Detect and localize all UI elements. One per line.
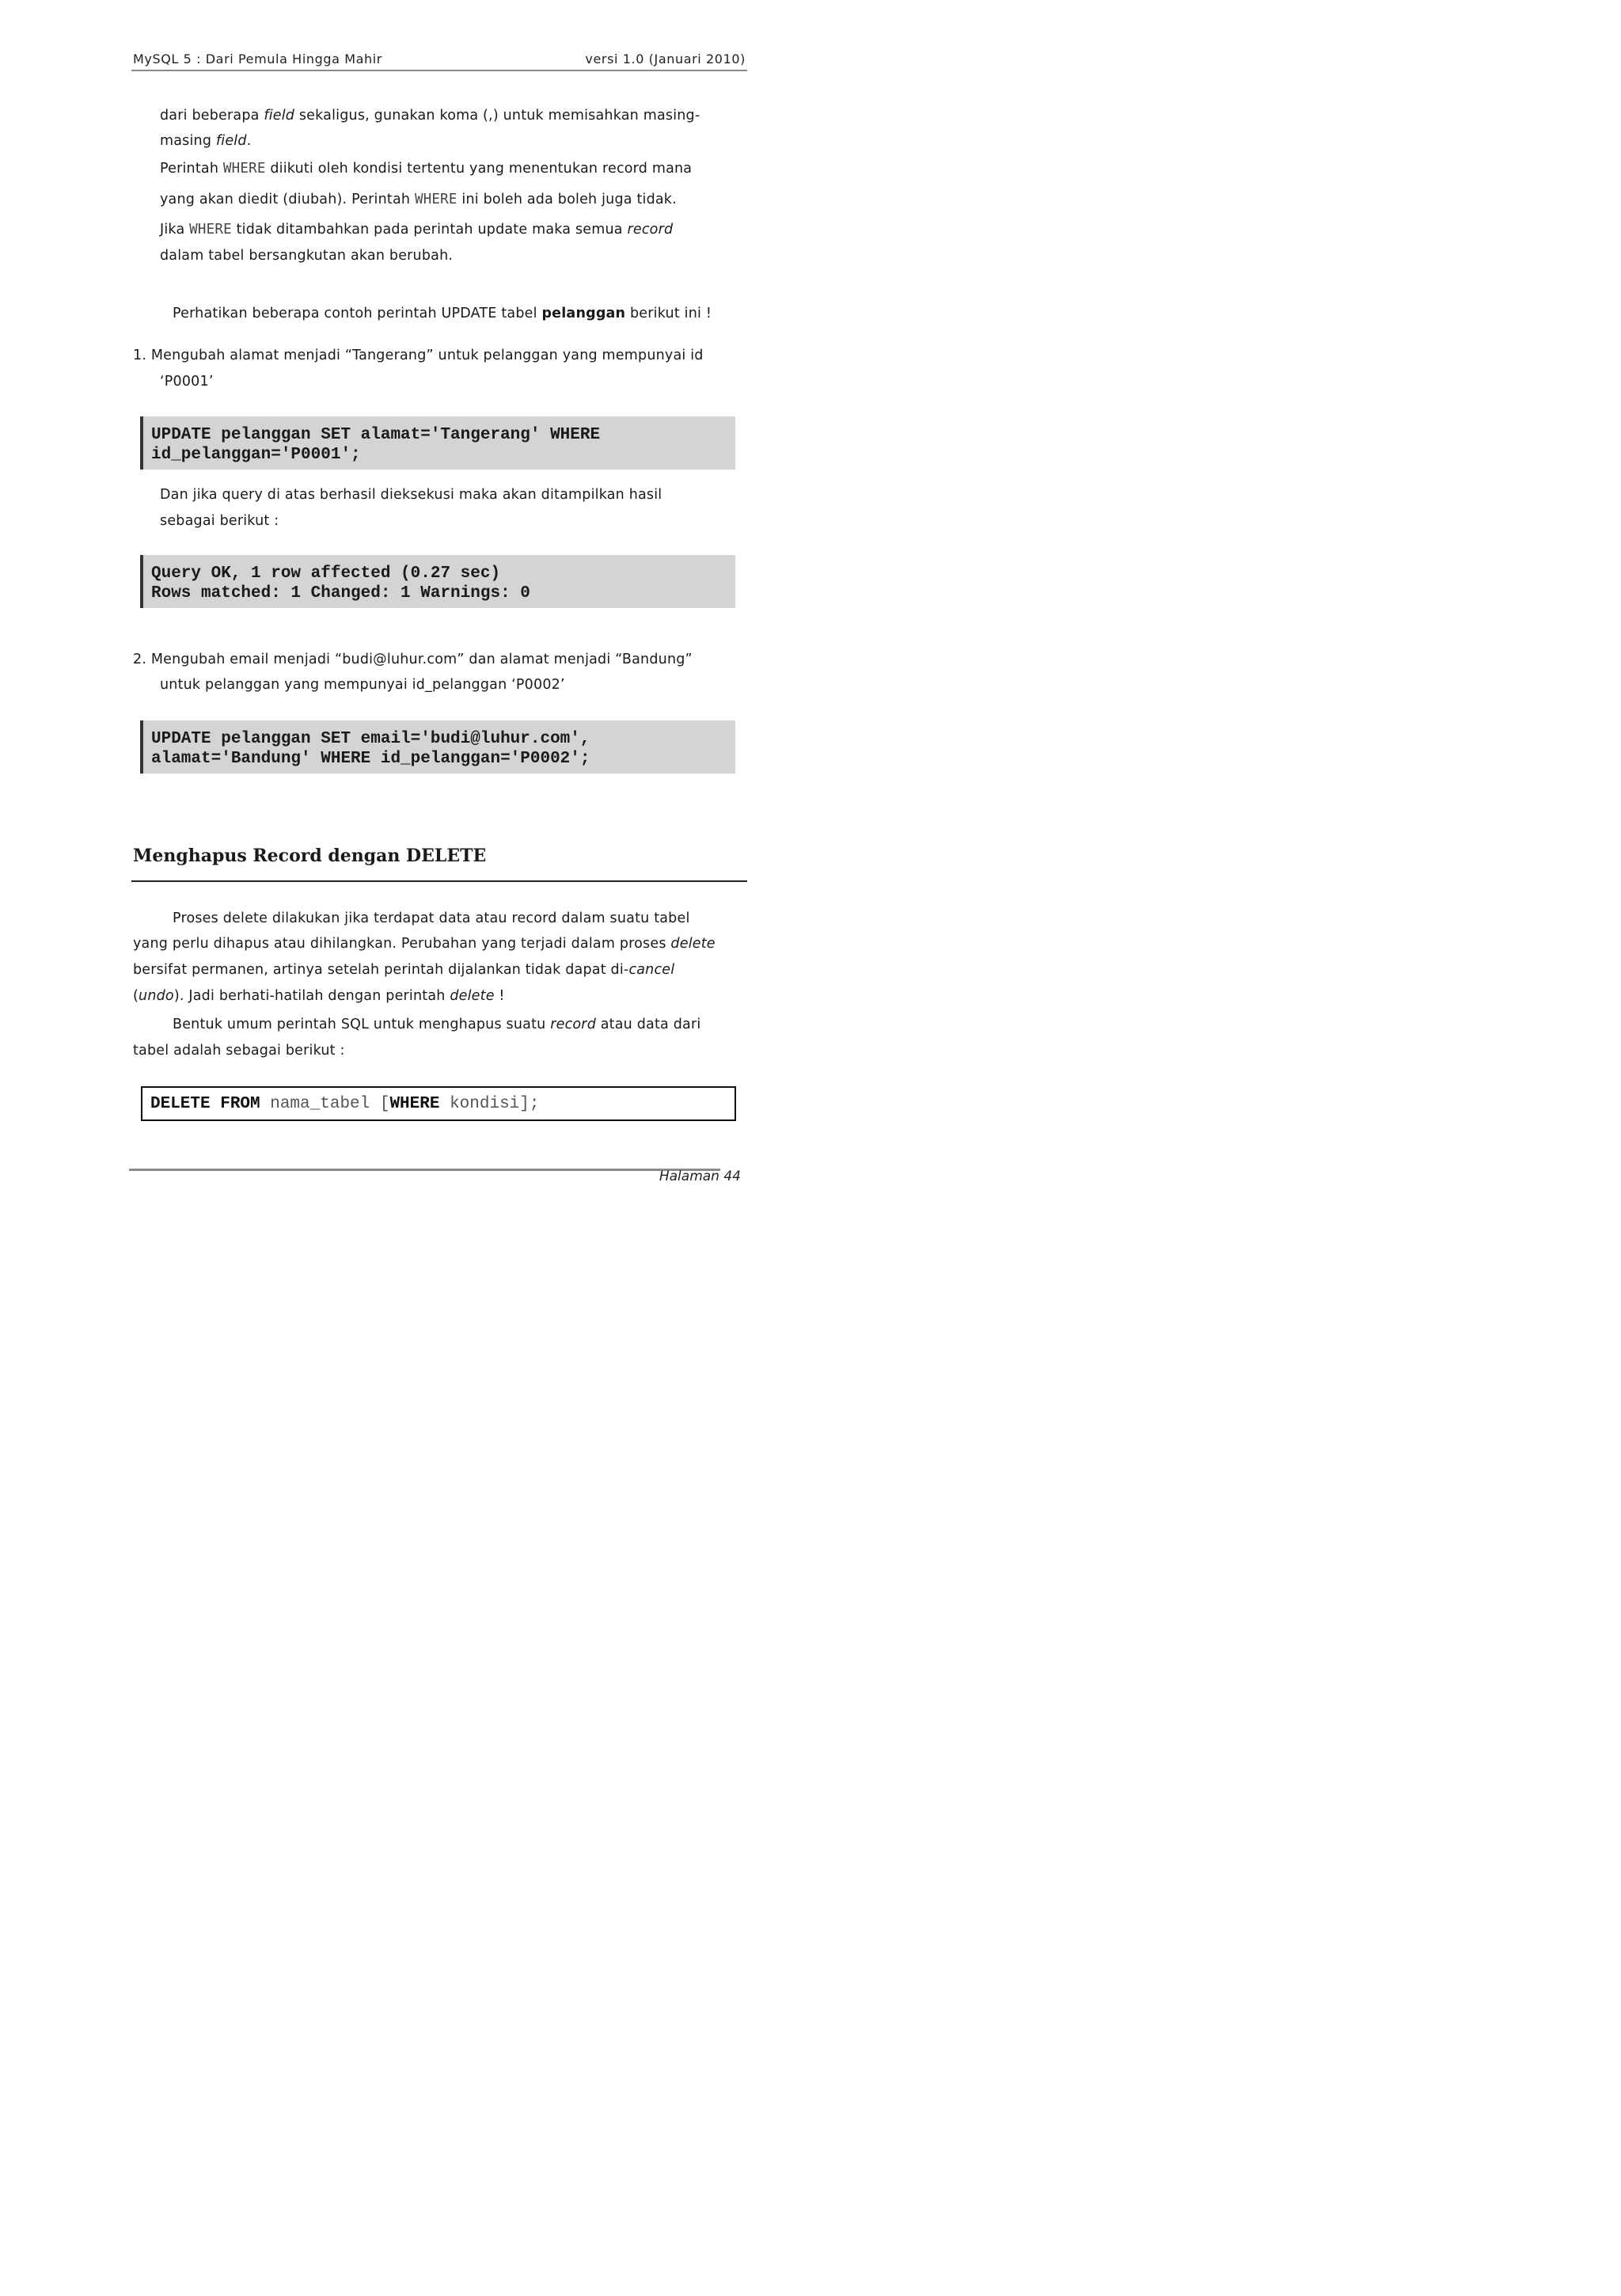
code-block-result: Query OK, 1 row affected (0.27 sec) Rows matched: 1 Changed: 1 Warnings: 0 — [140, 555, 735, 608]
footer-divider — [129, 1169, 720, 1171]
syntax-para-line-1: Bentuk umum perintah SQL untuk menghapus suatu record atau data dari — [173, 1017, 701, 1032]
where-line-1: Perintah WHERE diikuti oleh kondisi tertentu yang menentukan record mana — [160, 161, 693, 177]
delete-para-line-2: yang perlu dihapus atau dihilangkan. Perubahan yang terjadi dalam proses delete — [133, 936, 716, 952]
item-2-line-2: untuk pelanggan yang mempunyai id_pelanggan ‘P0002’ — [160, 677, 565, 693]
intro-line-2: masing field. — [160, 133, 252, 149]
header-title: MySQL 5 : Dari Pemula Hingga Mahir — [133, 51, 382, 67]
delete-syntax-box: DELETE FROM nama_tabel [WHERE kondisi]; — [141, 1086, 736, 1121]
section-title: Menghapus Record dengan DELETE — [133, 846, 487, 866]
where-line-3: Jika WHERE tidak ditambahkan pada perintah update maka semua record — [160, 222, 674, 238]
delete-para-line-1: Proses delete dilakukan jika terdapat data atau record dalam suatu tabel — [173, 910, 690, 926]
item-1-after-1: Dan jika query di atas berhasil dieksekusi maka akan ditampilkan hasil — [160, 487, 662, 503]
where-line-4: dalam tabel bersangkutan akan berubah. — [160, 248, 454, 264]
item-1-line-1: 1. Mengubah alamat menjadi “Tangerang” untuk pelanggan yang mempunyai id — [133, 348, 704, 363]
code-block-update-1: UPDATE pelanggan SET alamat='Tangerang' WHERE id_pelanggan='P0001'; — [140, 416, 735, 469]
header-version: versi 1.0 (Januari 2010) — [585, 51, 746, 67]
page-number: Halaman 44 — [659, 1169, 741, 1184]
delete-para-line-3: bersifat permanen, artinya setelah perintah dijalankan tidak dapat di-cancel — [133, 962, 675, 978]
where-keyword: WHERE — [414, 192, 457, 207]
code-block-update-2: UPDATE pelanggan SET email='budi@luhur.com', alamat='Bandung' WHERE id_pelanggan='P0002'; — [140, 720, 735, 774]
item-1-line-2: ‘P0001’ — [160, 374, 214, 390]
item-2-line-1: 2. Mengubah email menjadi “budi@luhur.com” dan alamat menjadi “Bandung” — [133, 652, 693, 667]
header-divider — [131, 70, 747, 71]
perhatikan-line: Perhatikan beberapa contoh perintah UPDATE tabel pelanggan berikut ini ! — [173, 306, 712, 321]
where-keyword: WHERE — [222, 161, 266, 177]
where-keyword: WHERE — [189, 222, 232, 238]
item-1-after-2: sebagai berikut : — [160, 513, 279, 529]
delete-para-line-4: (undo). Jadi berhati-hatilah dengan perintah delete ! — [133, 988, 505, 1004]
section-divider — [131, 880, 747, 882]
syntax-para-line-2: tabel adalah sebagai berikut : — [133, 1043, 345, 1059]
intro-line-1: dari beberapa field sekaligus, gunakan koma (,) untuk memisahkan masing- — [160, 108, 700, 124]
where-line-2: yang akan diedit (diubah). Perintah WHERE ini boleh ada boleh juga tidak. — [160, 192, 677, 207]
